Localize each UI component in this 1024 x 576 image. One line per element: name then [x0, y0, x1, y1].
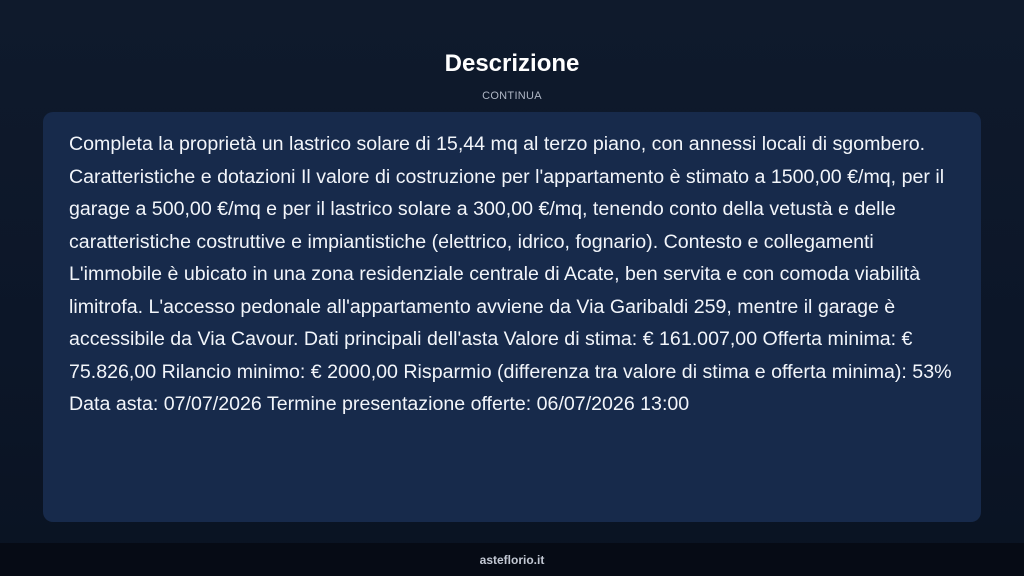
- page-subtitle: CONTINUA: [482, 90, 542, 102]
- page-title: Descrizione: [444, 50, 580, 77]
- footer-bar: [0, 543, 1024, 576]
- footer-site-name: asteflorio.it: [479, 552, 545, 567]
- description-card: [43, 112, 981, 522]
- description-text: Completa la proprietà un lastrico solare di 15,44 mq al terzo piano, con annessi locali di sgombero. Caratteristiche e dotazioni Il valore di costruzione per l'appartamento è stimato a 1500,00 €/mq, per il garage a 500,00 €/mq e per il lastrico solare a 300,00 €/mq, tenendo conto della vetustà e delle caratteristiche costruttive e impiantistiche (elettrico, idrico, fognario). Contesto e collegamenti L'immobile è ubicato in una zona residenziale centrale di Acate, ben servita e con comoda viabilità limitrofa. L'accesso pedonale all'appartamento avviene da Via Garibaldi 259, mentre il garage è accessibile da Via Cavour. Dati principali dell'asta Valore di stima: € 161.007,00 Offerta minima: € 75.826,00 Rilancio minimo: € 2000,00 Risparmio (differenza tra valore di stima e offerta minima): 53% Data asta: 07/07/2026 Termine presentazione offerte: 06/07/2026 13:00: [69, 133, 952, 415]
